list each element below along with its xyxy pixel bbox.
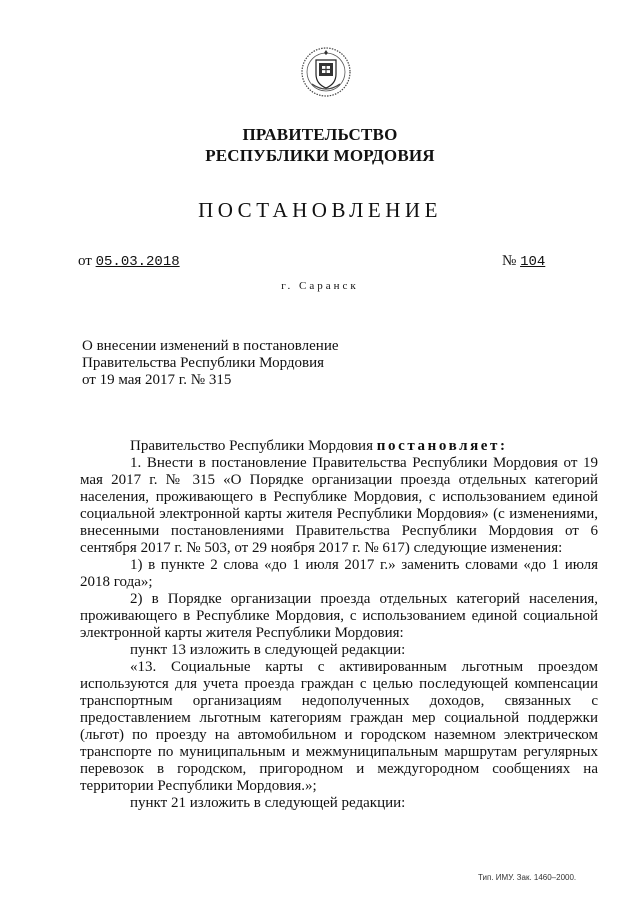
paragraph-5: «13. Социальные карты с активированным льготным проездом используются для учета проезда граждан с целью последующей компенсации транспортным организациям недополученных доходов, связанных с предоставлением льготным категориям граждан мер социальной поддержки (льгот) по проезду на автомобильном и городском наземном электрическом транспорте по муниципальным и межмуниципальным маршрутам регулярных перевозок в городском, пригородном и междугородном сообщениях на территории Республики Мордовия.»; (80, 659, 598, 794)
government-name-line2: РЕСПУБЛИКИ МОРДОВИЯ (205, 146, 435, 165)
paragraph-4: пункт 13 изложить в следующей редакции: (130, 642, 406, 658)
date-prefix: от (78, 253, 92, 269)
subject-line: Правительства Республики Мордовия (82, 355, 325, 371)
document-body (80, 438, 598, 812)
subject-line: от 19 мая 2017 г. № 315 (82, 372, 232, 388)
subject-line: О внесении изменений в постановление (82, 338, 339, 354)
number-prefix: № (502, 253, 517, 269)
paragraph-2: 1) в пункте 2 слова «до 1 июля 2017 г.» заменить словами «до 1 июля 2018 года»; (80, 557, 598, 590)
intro-verb: постановляет: (376, 438, 508, 454)
paragraph-1: 1. Внести в постановление Правительства Республики Мордовия от 19 мая 2017 г. № 315 «О Порядке организации проезда отдельных категорий населения, проживающего в Республике Мордовия, с использованием единой социальной электронной карты жителя Республики Мордовия» (с изменениями, внесенными постановлениями Правительства Республики Мордовия от 6 сентября 2017 г. № 503, от 29 ноября 2017 г. № 617) следующие изменения: (80, 455, 598, 556)
government-name-line1: ПРАВИТЕЛЬСТВО (242, 125, 398, 144)
coat-of-arms-icon (300, 44, 352, 100)
paragraph-3: 2) в Порядке организации проезда отдельных категорий населения, проживающего в Республике Мордовия, с использованием единой социальной электронной карты жителя Республики Мордовия: (80, 591, 598, 641)
number-value: 104 (520, 254, 546, 270)
city: г. Саранск (281, 280, 359, 292)
document-type-title: ПОСТАНОВЛЕНИЕ (198, 198, 442, 222)
document-number (502, 253, 578, 270)
subject-block (82, 338, 339, 389)
date-value: 05.03.2018 (95, 254, 180, 270)
intro-text: Правительство Республики Мордовия (130, 438, 373, 454)
intro-paragraph (80, 438, 598, 455)
document-date (78, 253, 180, 270)
print-mark: Тип. ИМУ. Зак. 1460–2000. (478, 873, 577, 882)
paragraph-6: пункт 21 изложить в следующей редакции: (130, 795, 406, 811)
